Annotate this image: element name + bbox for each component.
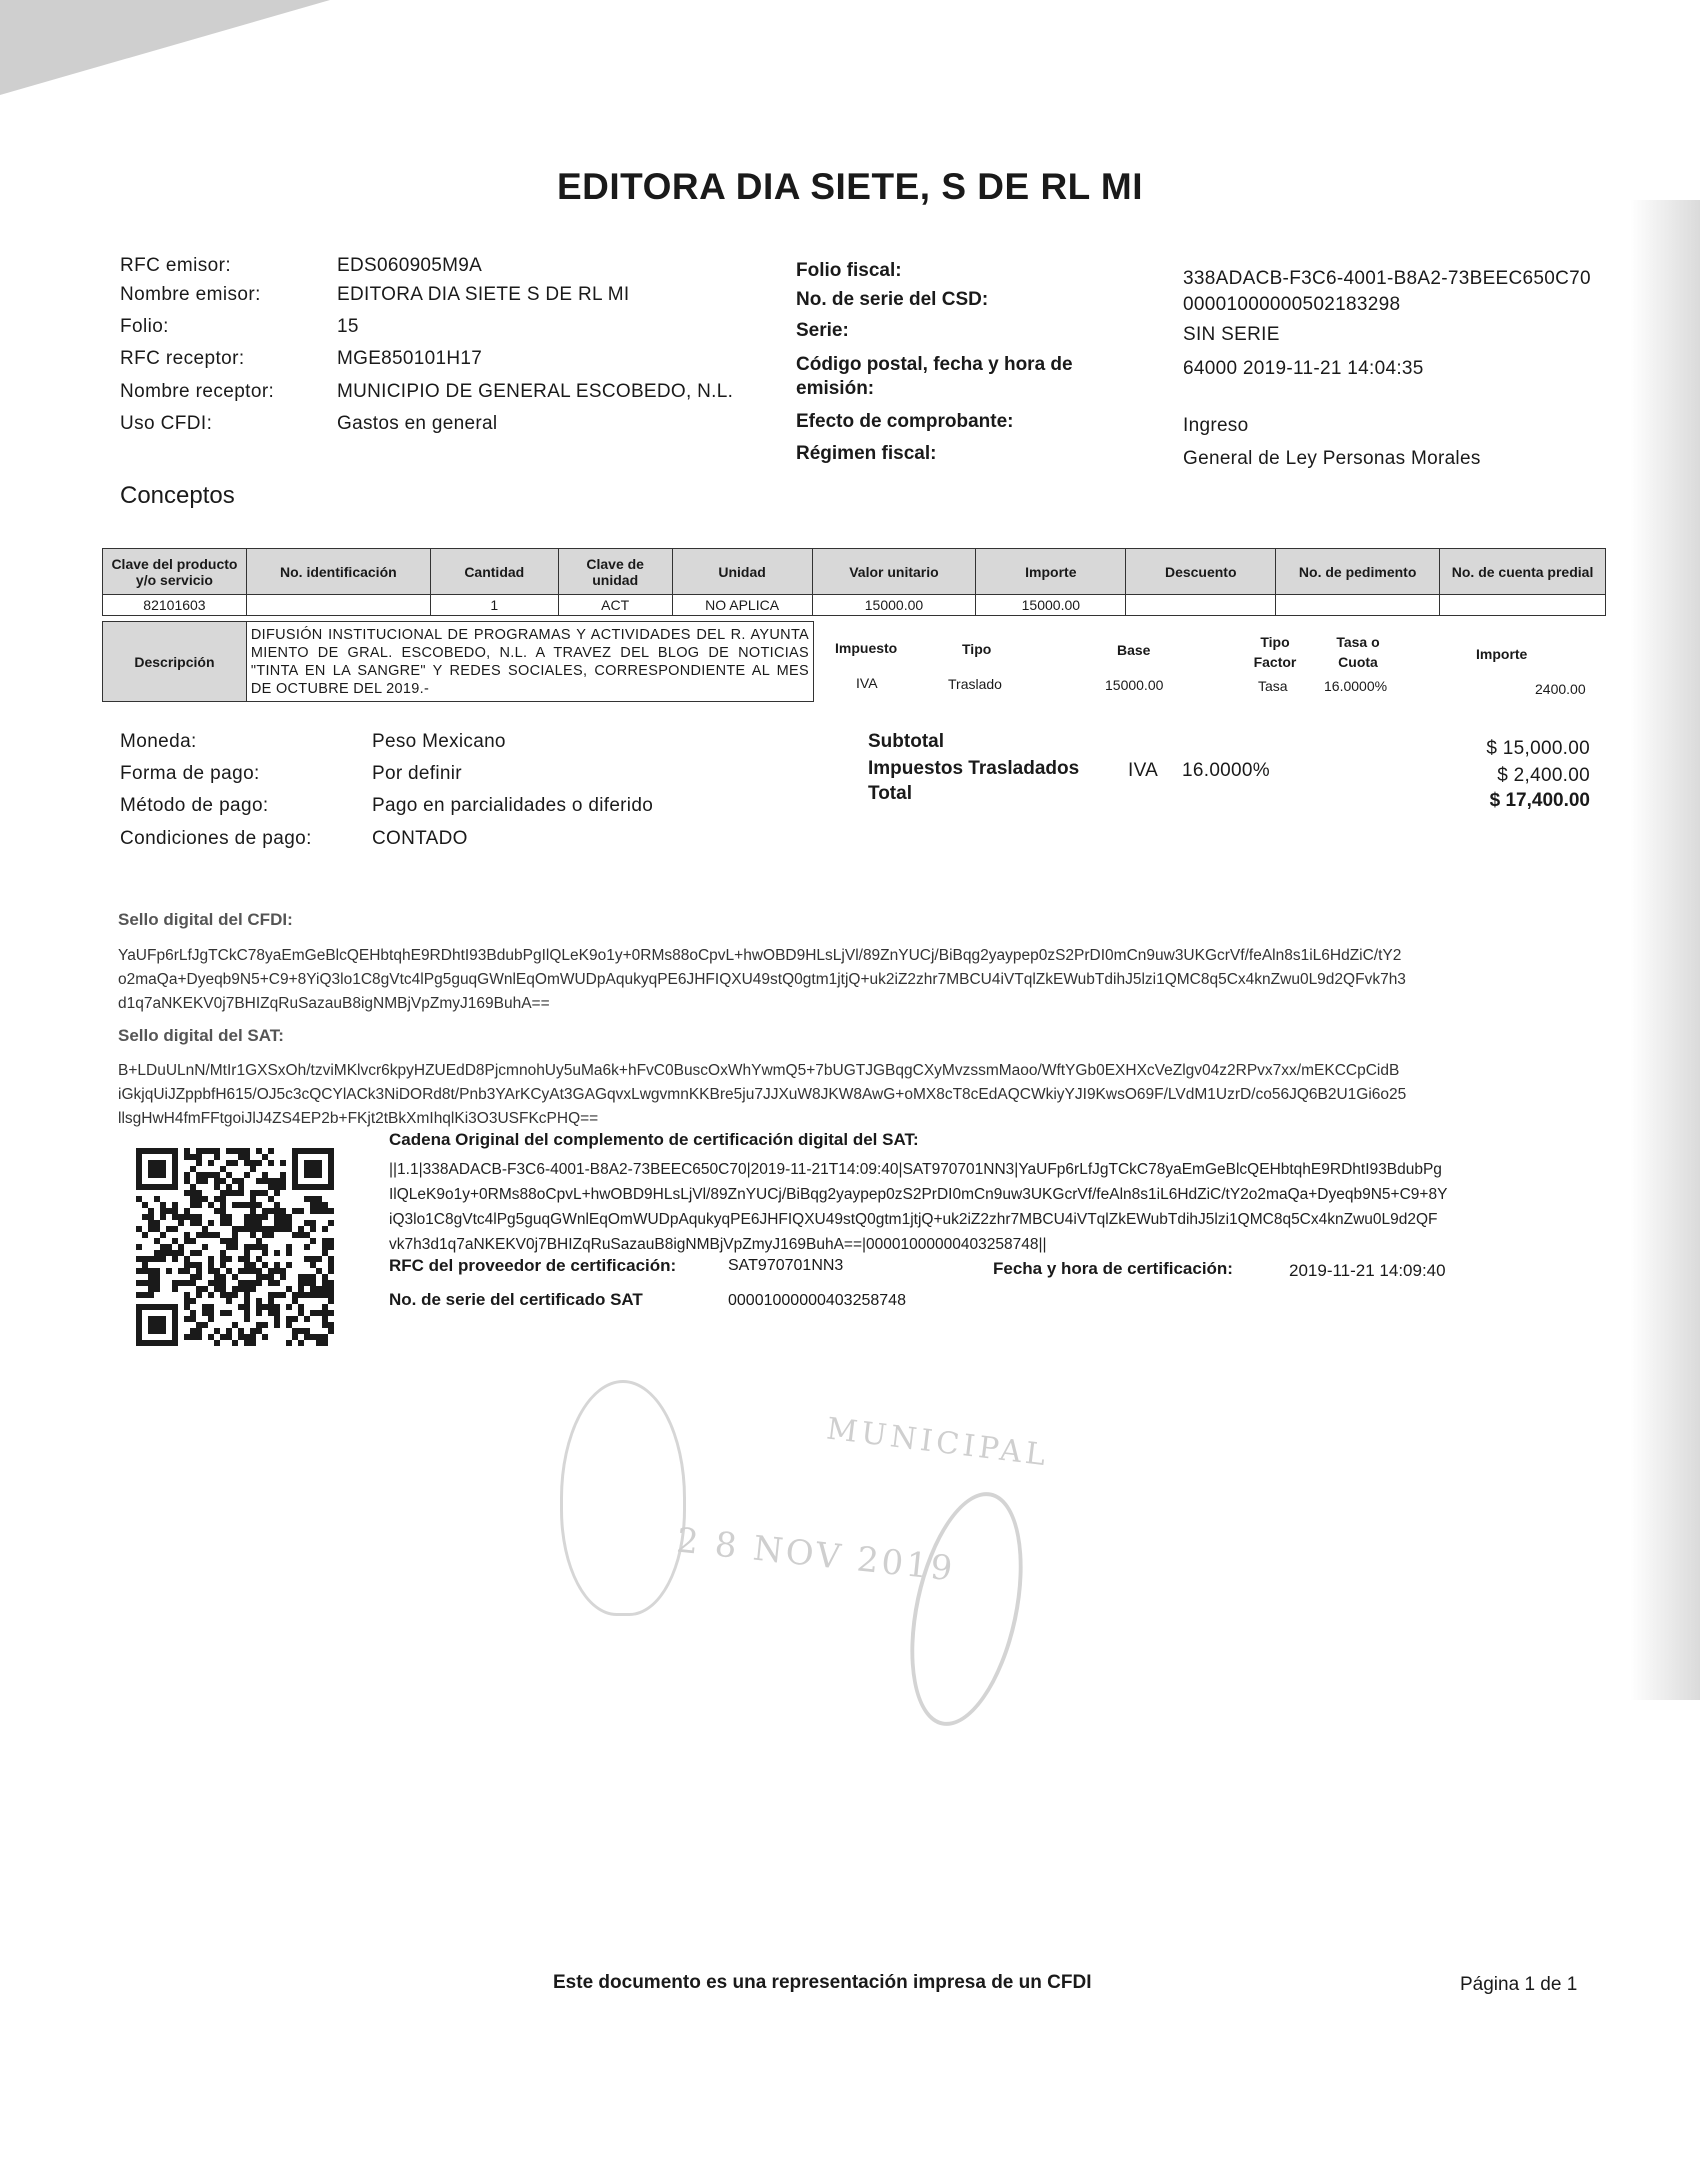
condiciones-pago-label: Condiciones de pago: [120, 828, 312, 849]
fecha-cert-label: Fecha y hora de certificación: [993, 1259, 1233, 1278]
sello-sat-line: llsgHwH4fmFFtgoiJlJ4ZS4EP2b+FKjt2tBkXmIhqlKi3O3USFKcPHQ== [118, 1110, 599, 1127]
cp-label-line2: emisión: [796, 378, 875, 399]
cell-unidad: NO APLICA [672, 595, 812, 616]
imp-row-impuesto: IVA [856, 675, 878, 691]
sello-sat-line: iGkjqUiJZppbfH615/OJ5c3cQCYlACk3NiDORd8t/Pnb3YArKCyAt3GAGqvxLwgvmnKKBre5ju7JJXuW8JKW8AwG+oMX8cT8cEdAQCWkiyYJI9KwsO69F/LVdM1UzrD/co56JQ6B2U1Gi6o25 [118, 1086, 1407, 1103]
col-cuenta-predial: No. de cuenta predial [1440, 549, 1606, 595]
impuestos-tasa: 16.0000% [1182, 760, 1270, 781]
document-title: EDITORA DIA SIETE, S DE RL MI [556, 166, 1143, 207]
sello-cfdi-label: Sello digital del CFDI: [118, 910, 293, 929]
nombre-emisor-label: Nombre emisor: [120, 284, 261, 305]
serie-sat-value: 00001000000403258748 [728, 1292, 906, 1309]
folio-fiscal-value: 338ADACB-F3C6-4001-B8A2-73BEEC650C70 [1183, 268, 1591, 289]
col-valor-unitario: Valor unitario [812, 549, 976, 595]
rfc-proveedor-value: SAT970701NN3 [728, 1257, 844, 1274]
metodo-pago-value: Pago en parcialidades o diferido [372, 795, 654, 816]
moneda-value: Peso Mexicano [372, 731, 506, 752]
folio-value: 15 [337, 316, 359, 337]
cp-label-line1: Código postal, fecha y hora de [796, 354, 1073, 375]
sello-cfdi-line: YaUFp6rLfJgTCkC78yaEmGeBlcQEHbtqhE9RDhtI93BdubPgIlQLeK9o1y+0RMs88oCpvL+hwOBD9HLsLjVl/89ZnYUCj/BiBqg2yaypep0zS2PrDI0mCn9uw3UKGcrVf/feAln8s1iL6HdZiC/tY2 [118, 947, 1402, 964]
table-row [103, 595, 1606, 616]
cell-clave-producto: 82101603 [103, 595, 247, 616]
subtotal-label: Subtotal [868, 731, 944, 752]
forma-pago-label: Forma de pago: [120, 763, 260, 784]
uso-cfdi-value: Gastos en general [337, 413, 498, 434]
col-descuento: Descuento [1126, 549, 1276, 595]
nombre-receptor-label: Nombre receptor: [120, 381, 275, 402]
scan-artifact-edge [1630, 200, 1700, 1700]
page-number: Página 1 de 1 [1460, 1974, 1578, 1995]
imp-header-tasa: Tasa o Cuota [1336, 634, 1380, 670]
folio-label: Folio: [120, 316, 169, 337]
descripcion-table [102, 621, 814, 702]
imp-row-tasa: 16.0000% [1324, 678, 1388, 694]
rfc-emisor-label: RFC emisor: [120, 255, 232, 276]
subtotal-value: $ 15,000.00 [1486, 738, 1590, 759]
forma-pago-value: Por definir [372, 763, 462, 784]
impuestos-label: Impuestos Trasladados [868, 758, 1080, 779]
serie-label: Serie: [796, 320, 849, 341]
imp-header-tipo-factor: Tipo Factor [1253, 634, 1297, 670]
footer-leyenda: Este documento es una representación impresa de un CFDI [553, 1972, 1092, 1993]
stamp-text-municipal: MUNICIPAL [824, 1411, 1052, 1474]
imp-header-base: Base [1117, 642, 1151, 658]
nombre-emisor-value: EDITORA DIA SIETE S DE RL MI [337, 284, 630, 305]
stamp-shape [891, 1482, 1041, 1736]
sello-cfdi-line: d1q7aNKEKV0j7BHIZqRuSazauB8igNMBjVpZmyJ169BuhA== [118, 995, 550, 1012]
sello-sat-label: Sello digital del SAT: [118, 1026, 284, 1045]
cadena-label: Cadena Original del complemento de certificación digital del SAT: [389, 1130, 919, 1149]
imp-row-tipo-factor: Tasa [1258, 678, 1288, 694]
serie-csd-value: 00001000000502183298 [1183, 294, 1401, 315]
total-label: Total [868, 783, 912, 804]
cell-valor-unitario: 15000.00 [812, 595, 976, 616]
descripcion-text: DIFUSIÓN INSTITUCIONAL DE PROGRAMAS Y ACTIVIDADES DEL R. AYUNTA MIENTO DE GRAL. ESCOBEDO, N.L. A TRAVEZ DEL BLOG DE NOTICIAS "TINTA EN LA SANGRE" Y REDES SOCIALES, CORRESPONDIENTE AL MES DE OCTUBRE DEL 2019.- [246, 622, 813, 702]
col-clave-unidad: Clave de unidad [558, 549, 672, 595]
total-value: $ 17,400.00 [1489, 790, 1590, 811]
cell-cuenta-predial [1440, 595, 1606, 616]
cell-descuento [1126, 595, 1276, 616]
folio-fiscal-label: Folio fiscal: [796, 260, 902, 281]
impuestos-tipo: IVA [1128, 760, 1159, 781]
col-no-identificacion: No. identificación [246, 549, 430, 595]
rfc-receptor-label: RFC receptor: [120, 348, 245, 369]
imp-row-tipo: Traslado [948, 676, 1002, 692]
stamp-shape [560, 1380, 686, 1616]
rfc-receptor-value: MGE850101H17 [337, 348, 483, 369]
nombre-receptor-value: MUNICIPIO DE GENERAL ESCOBEDO, N.L. [337, 381, 734, 402]
stamp-text-fecha: 2 8 NOV 2019 [674, 1520, 958, 1590]
col-importe: Importe [976, 549, 1126, 595]
serie-csd-label: No. de serie del CSD: [796, 289, 989, 310]
serie-sat-label: No. de serie del certificado SAT [389, 1290, 643, 1309]
cadena-line: iQ3lo1C8gVtc4lPg5guqGWnlEqOmWUDpAqukyqPE6JHFIQXU49stQ0gtm1jtjQ+uk2iZ2zhr7MBCU4iVTqlZkEWubTdihJ5lzi1QMC8q5Cx4knZwu0L9d2QF [389, 1211, 1438, 1228]
col-pedimento: No. de pedimento [1276, 549, 1440, 595]
impuestos-value: $ 2,400.00 [1497, 765, 1590, 786]
scan-artifact-corner [0, 0, 330, 95]
cadena-line: ||1.1|338ADACB-F3C6-4001-B8A2-73BEEC650C70|2019-11-21T14:09:40|SAT970701NN3|YaUFp6rLfJgTCkC78yaEmGeBlcQEHbtqhE9RDhtI93BdubPg [389, 1161, 1442, 1178]
cell-importe: 15000.00 [976, 595, 1126, 616]
imp-header-impuesto: Impuesto [835, 640, 898, 656]
cp-value: 64000 2019-11-21 14:04:35 [1183, 358, 1424, 379]
conceptos-table [102, 548, 1606, 616]
regimen-value: General de Ley Personas Morales [1183, 448, 1481, 469]
cadena-line: IlQLeK9o1y+0RMs88oCpvL+hwOBD9HLsLjVl/89ZnYUCj/BiBqg2yaypep0zS2PrDI0mCn9uw3UKGcrVf/feAln8s1iL6HdZiC/tY2o2maQa+Dyeqb9N5+C9+8Y [389, 1186, 1448, 1203]
sello-cfdi-line: o2maQa+Dyeqb9N5+C9+8YiQ3lo1C8gVtc4lPg5guqGWnlEqOmWUDpAqukyqPE6JHFIQXU49stQ0gtm1jtjQ+uk2iZ2zhr7MBCU4iVTqlZkEWubTdihJ5lzi1QMC8q5Cx4knZwu0L9d2QFvk7h3 [118, 971, 1406, 988]
col-cantidad: Cantidad [430, 549, 558, 595]
imp-row-base: 15000.00 [1105, 677, 1164, 693]
imp-header-importe: Importe [1476, 646, 1528, 662]
col-clave-producto: Clave del producto y/o servicio [103, 549, 247, 595]
cadena-line: vk7h3d1q7aNKEKV0j7BHIZqRuSazauB8igNMBjVpZmyJ169BuhA==|00001000000403258748|| [389, 1236, 1047, 1253]
conceptos-title: Conceptos [120, 482, 235, 509]
cell-no-identificacion [246, 595, 430, 616]
descripcion-label: Descripción [103, 622, 247, 702]
serie-value: SIN SERIE [1183, 324, 1280, 345]
col-unidad: Unidad [672, 549, 812, 595]
cell-pedimento [1276, 595, 1440, 616]
fecha-cert-value: 2019-11-21 14:09:40 [1289, 1261, 1446, 1280]
imp-header-tipo: Tipo [962, 641, 992, 657]
moneda-label: Moneda: [120, 731, 197, 752]
metodo-pago-label: Método de pago: [120, 795, 269, 816]
cell-cantidad: 1 [430, 595, 558, 616]
sello-sat-line: B+LDuULnN/MtIr1GXSxOh/tzviMKlvcr6kpyHZUEdD8PjcmnohUy5uMa6k+hFvC0BuscOxWhYwmQ5+7bUGTJGBqgCXyMvzssmMaoo/WftYGb0EXHXcVeZlgv04z2RPvx7xx/mEKCCpCidB [118, 1062, 1400, 1079]
rfc-emisor-value: EDS060905M9A [337, 255, 483, 276]
rfc-proveedor-label: RFC del proveedor de certificación: [389, 1256, 677, 1275]
qr-code [136, 1148, 334, 1350]
efecto-label: Efecto de comprobante: [796, 411, 1014, 432]
condiciones-pago-value: CONTADO [372, 828, 468, 849]
cell-clave-unidad: ACT [558, 595, 672, 616]
regimen-label: Régimen fiscal: [796, 443, 937, 464]
uso-cfdi-label: Uso CFDI: [120, 413, 213, 434]
imp-row-importe: 2400.00 [1535, 681, 1586, 697]
efecto-value: Ingreso [1183, 415, 1249, 436]
